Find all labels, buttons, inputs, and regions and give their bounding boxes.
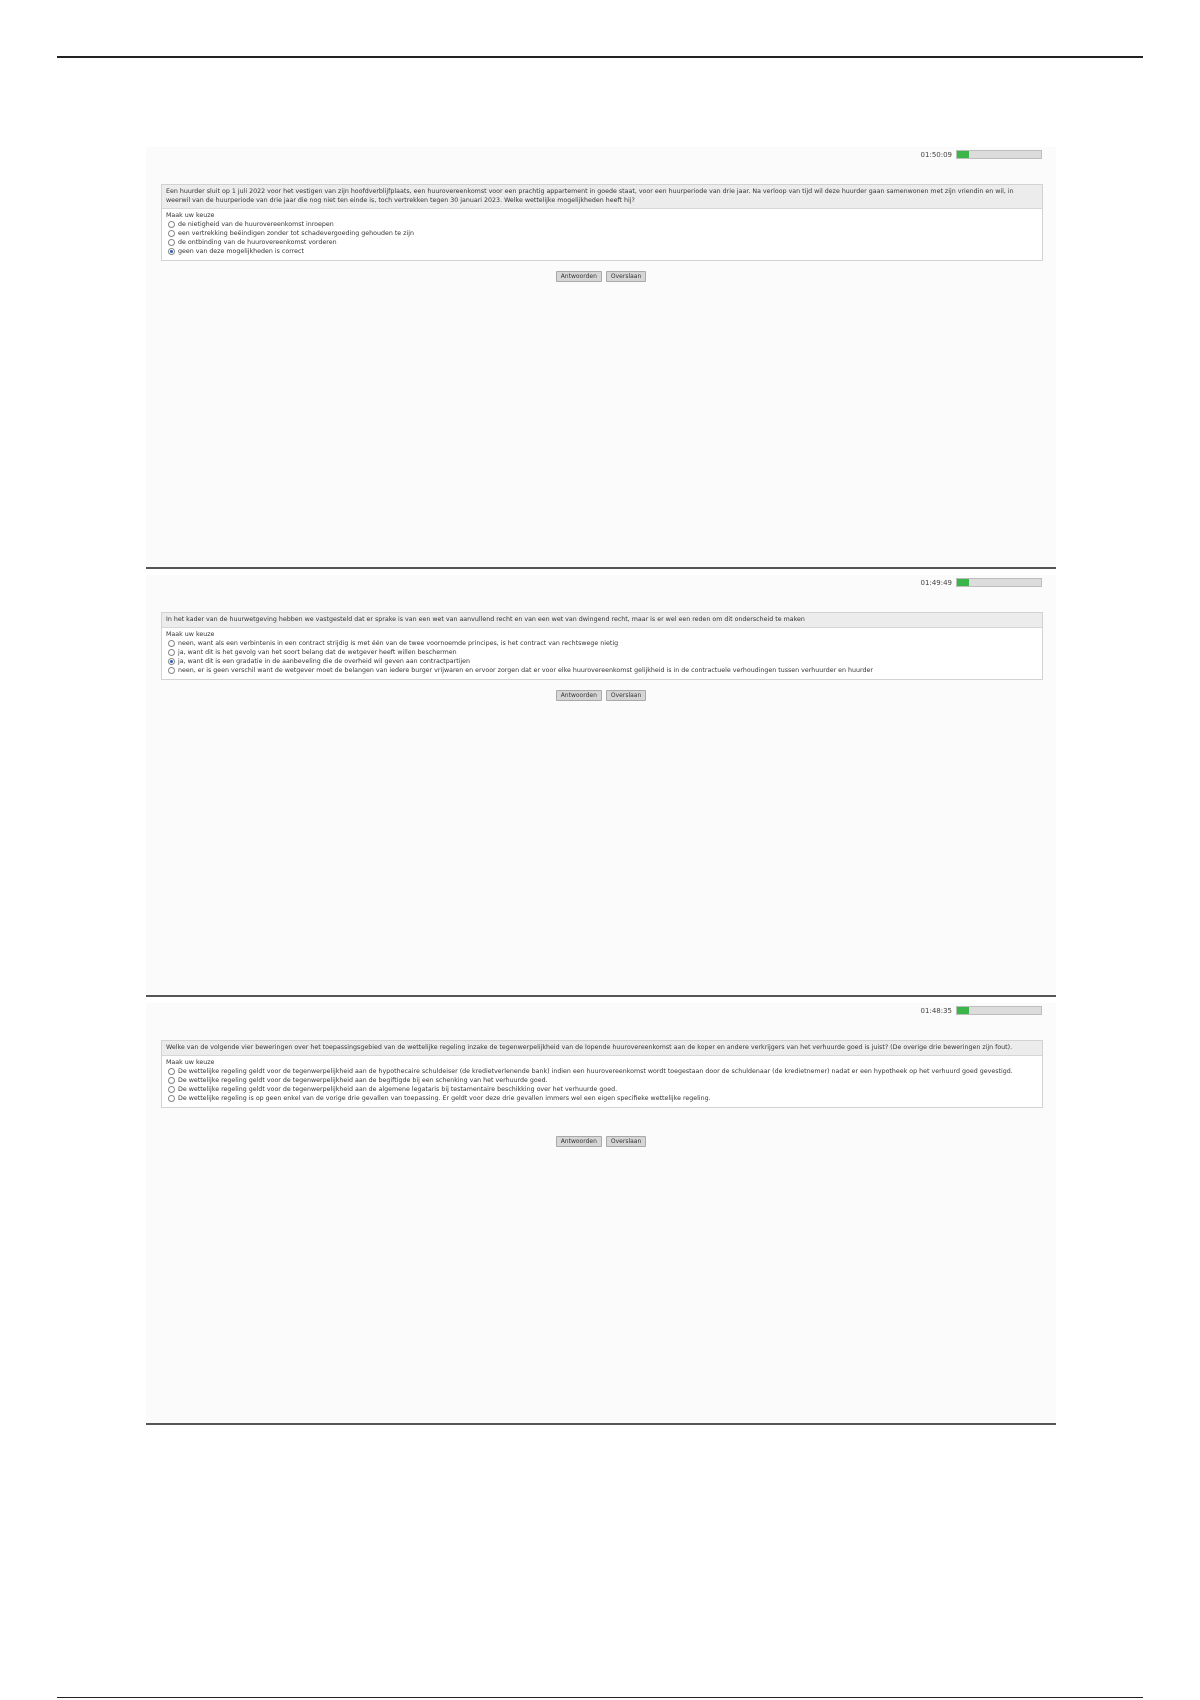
radio-button[interactable] (168, 649, 175, 656)
skip-button[interactable]: Overslaan (606, 271, 646, 282)
progress-fill (957, 1007, 969, 1014)
button-row (146, 690, 1056, 701)
option-label: neen, want als een verbintenis in een contract strijdig is met één van de twee voornoemde principes, is het contract van rechtswege nietig (178, 640, 619, 647)
radio-button[interactable] (168, 1077, 175, 1084)
question-box (161, 1040, 1043, 1108)
options-list (162, 1056, 1042, 1107)
answer-option[interactable] (166, 1076, 1038, 1085)
skip-button[interactable]: Overslaan (606, 690, 646, 701)
option-label: De wettelijke regeling is op geen enkel van de vorige drie gevallen van toepassing. Er geldt voor deze drie gevallen immers wel een eigen specifieke wettelijke regeling. (178, 1095, 711, 1102)
radio-button[interactable] (168, 221, 175, 228)
quiz-screenshot-3 (146, 1003, 1056, 1425)
radio-button[interactable] (168, 1095, 175, 1102)
answer-button[interactable]: Antwoorden (556, 271, 602, 282)
choose-label: Maak uw keuze (166, 1059, 215, 1066)
radio-button[interactable] (168, 658, 175, 665)
answer-button[interactable]: Antwoorden (556, 1136, 602, 1147)
quiz-screenshot-2 (146, 575, 1056, 997)
quiz-screenshot-1 (146, 147, 1056, 569)
option-label: de nietigheid van de huurovereenkomst inroepen (178, 221, 334, 228)
option-label: De wettelijke regeling geldt voor de tegenwerpelijkheid aan de algemene legataris bij testamentaire beschikking over het verhuurde goed. (178, 1086, 618, 1093)
radio-button[interactable] (168, 239, 175, 246)
answer-option[interactable] (166, 1067, 1038, 1076)
skip-button[interactable]: Overslaan (606, 1136, 646, 1147)
progress-fill (957, 579, 969, 586)
answer-button[interactable]: Antwoorden (556, 690, 602, 701)
progress-fill (957, 151, 969, 158)
timer-area (921, 1006, 1042, 1015)
question-text: Welke van de volgende vier beweringen over het toepassingsgebied van de wettelijke regeling inzake de tegenwerpelijkheid van de lopende huurovereenkomst aan de koper en andere verkrijgers van het verhuurde goed is juist? (De overige drie beweringen zijn fout). (162, 1041, 1042, 1056)
question-text: Een huurder sluit op 1 juli 2022 voor het vestigen van zijn hoofdverblijfplaats, een huurovereenkomst voor een prachtig appartement in goede staat, voor een huurperiode van drie jaar. Na verloop van tijd wil deze huurder gaan samenwonen met zijn vriendin en wil, in weerwil van de huurperiode van drie jaar die nog niet ten einde is, toch vertrekken tegen 30 januari 2023. Welke wettelijke mogelijkheden heeft hij? (162, 185, 1042, 209)
option-label: De wettelijke regeling geldt voor de tegenwerpelijkheid aan de begiftigde bij een schenking van het verhuurde goed. (178, 1077, 548, 1084)
answer-option[interactable] (166, 639, 1038, 648)
option-label: ja, want dit is het gevolg van het soort belang dat de wetgever heeft willen beschermen (178, 649, 457, 656)
answer-option[interactable] (166, 1094, 1038, 1103)
question-box (161, 612, 1043, 680)
timer-text: 01:49:49 (920, 578, 952, 587)
page-top-rule (57, 56, 1143, 58)
progress-bar (956, 578, 1042, 587)
radio-button[interactable] (168, 230, 175, 237)
options-list (162, 628, 1042, 679)
progress-bar (956, 1006, 1042, 1015)
answer-option[interactable] (166, 247, 1038, 256)
radio-button[interactable] (168, 248, 175, 255)
option-label: de ontbinding van de huurovereenkomst vorderen (178, 239, 337, 246)
radio-button[interactable] (168, 667, 175, 674)
radio-button[interactable] (168, 1086, 175, 1093)
answer-option[interactable] (166, 238, 1038, 247)
choose-label: Maak uw keuze (166, 212, 215, 219)
timer-text: 01:48:35 (920, 1006, 952, 1015)
timer-area (921, 578, 1042, 587)
question-box (161, 184, 1043, 261)
answer-option[interactable] (166, 220, 1038, 229)
radio-button[interactable] (168, 1068, 175, 1075)
option-label: De wettelijke regeling geldt voor de tegenwerpelijkheid aan de hypothecaire schuldeiser (de kredietverlenende bank) indien een huurovereenkomst wordt toegestaan door de schuldenaar (de kredietnemer) nadat er een hypotheek op het verhuurd goed gevestigd. (178, 1068, 1013, 1075)
answer-option[interactable] (166, 666, 1038, 675)
question-text: In het kader van de huurwetgeving hebben we vastgesteld dat er sprake is van een wet van aanvullend recht en van een wet van dwingend recht, maar is er wel een reden om dit onderscheid te maken (162, 613, 1042, 628)
answer-option[interactable] (166, 648, 1038, 657)
option-label: neen, er is geen verschil want de wetgever moet de belangen van iedere burger vrijwaren en ervoor zorgen dat er voor elke huurovereenkomst gelijkheid is in de contractuele verhoudingen tussen verhuurder en huurder (178, 667, 873, 674)
option-label: ja, want dit is een gradatie in de aanbeveling die de overheid wil geven aan contractpartijen (178, 658, 471, 665)
option-label: een vertrekking beëindigen zonder tot schadevergoeding gehouden te zijn (178, 230, 414, 237)
answer-option[interactable] (166, 657, 1038, 666)
button-row (146, 1136, 1056, 1147)
answer-option[interactable] (166, 1085, 1038, 1094)
options-list (162, 209, 1042, 260)
page-bottom-rule (57, 1697, 1143, 1698)
timer-text: 01:50:09 (920, 150, 952, 159)
choose-label: Maak uw keuze (166, 631, 215, 638)
answer-option[interactable] (166, 229, 1038, 238)
option-label: geen van deze mogelijkheden is correct (178, 248, 304, 255)
button-row (146, 271, 1056, 282)
timer-area (921, 150, 1042, 159)
radio-button[interactable] (168, 640, 175, 647)
progress-bar (956, 150, 1042, 159)
